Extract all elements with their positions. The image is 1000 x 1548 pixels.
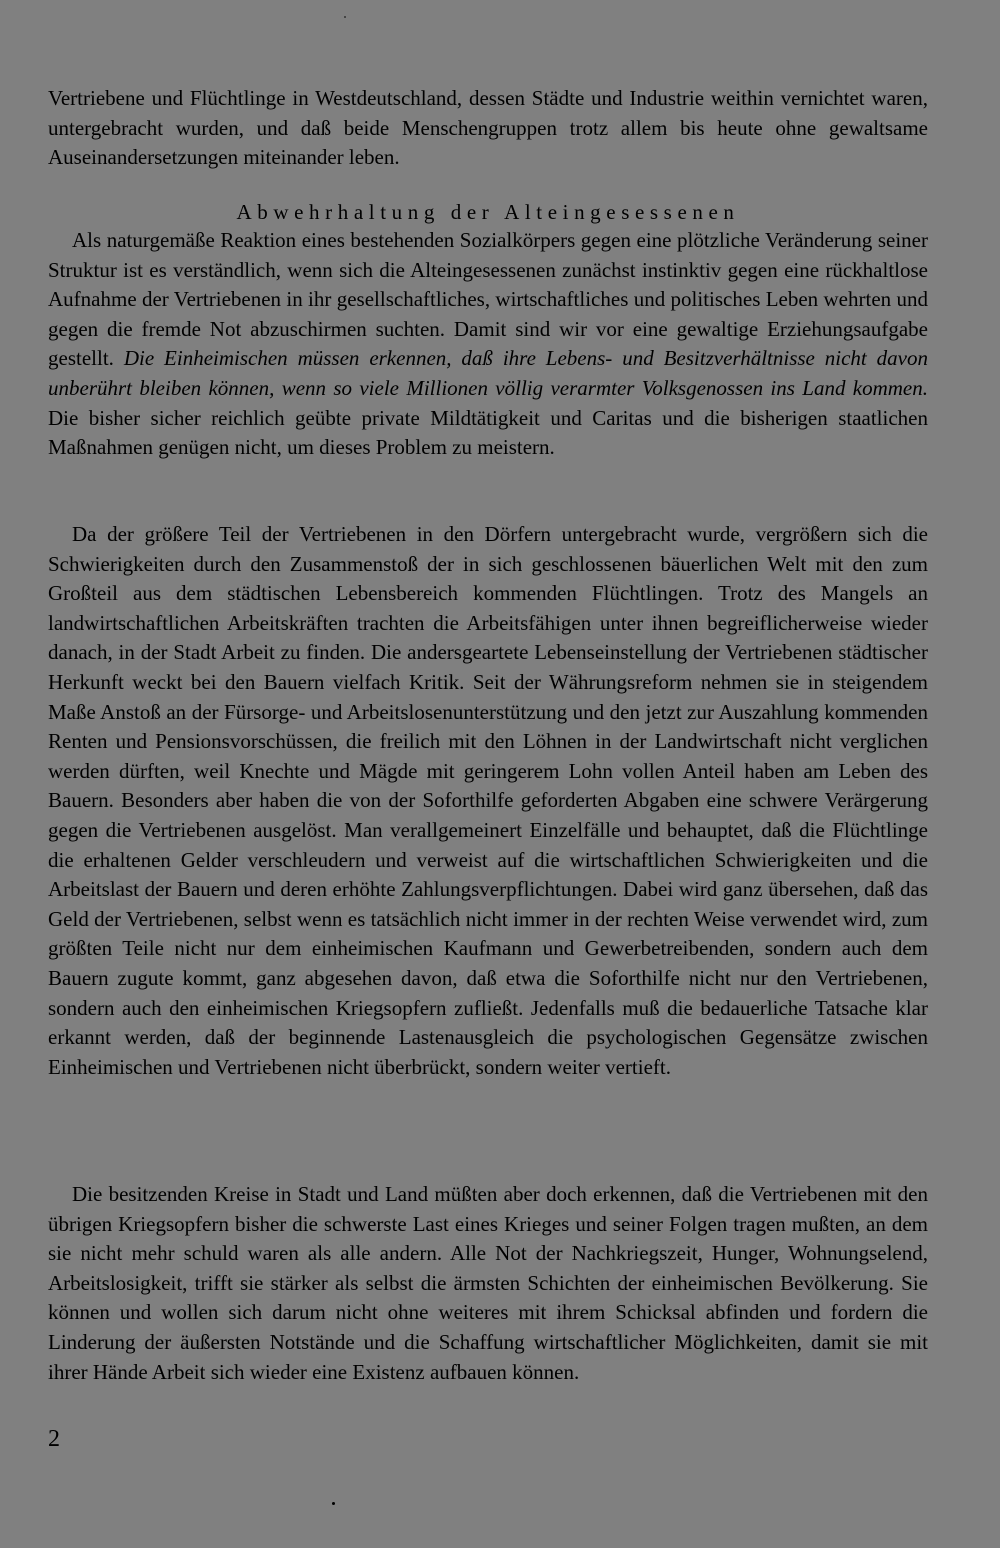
section-heading: Abwehrhaltung der Alteingesessenen (236, 200, 740, 224)
paragraph-1-text: Als naturgemäße Reaktion eines bestehenden Sozialkörpers gegen eine plötzliche Veränderung seiner Struktur ist es verständlich, wenn sich die Alteingesessenen zunächst instinktiv gegen eine rückhaltlose Aufnahme der Vertriebenen in ihr gesellschaftliches, wirtschaftliches und politisches Leben wehrten und gegen die fremde Not abzuschirmen suchten. Damit sind wir vor eine gewaltige Erziehungsaufgabe gestellt. (48, 228, 928, 371)
paragraph-1 (48, 226, 928, 463)
paragraph-1-emphasis: Die Einheimischen müssen erkennen, daß ihre Lebens- und Besitzverhältnisse nicht davon unberührt bleiben können, wenn so viele Millionen völlig verarmter Volksgenossen ins Land kommen. (48, 346, 928, 400)
paragraph-3: Die besitzenden Kreise in Stadt und Land müßten aber doch erkennen, daß die Vertriebenen mit den übrigen Kriegsopfern bisher die schwerste Last eines Krieges und seiner Folgen tragen mußten, an dem sie nicht mehr schuld waren als alle andern. Alle Not der Nachkriegszeit, Hunger, Wohnungselend, Arbeitslosigkeit, trifft sie stärker als selbst die ärmsten Schichten der einheimischen Bevölkerung. Sie können und wollen sich darum nicht ohne weiteres mit ihrem Schicksal abfinden und fordern die Linderung der äußersten Notstände und die Schaffung wirtschaftlicher Möglichkeiten, damit sie mit ihrer Hände Arbeit sich wieder eine Existenz aufbauen können. (48, 1182, 928, 1384)
intro-paragraph: Vertriebene und Flüchtlinge in Westdeutschland, dessen Städte und Industrie weithin vernichtet waren, untergebracht wurden, und daß beide Menschengruppen trotz allem bis heute ohne gewaltsame Auseinandersetzungen miteinander leben. (48, 86, 928, 170)
scan-speck (344, 16, 346, 18)
page-number: 2 (48, 1426, 60, 1452)
paragraph-2: Da der größere Teil der Vertriebenen in den Dörfern untergebracht wurde, vergrößern sich die Schwierigkeiten durch den Zusammenstoß der in sich geschlossenen bäuerlichen Welt mit den zum Großteil aus dem städtischen Lebensbereich kommenden Flüchtlingen. Trotz des Mangels an landwirtschaftlichen Arbeitskräften trachten die Arbeitsfähigen unter ihnen begreiflicherweise wieder danach, in der Stadt Arbeit zu finden. Die andersgeartete Lebenseinstellung der Vertriebenen städtischer Herkunft weckt bei den Bauern vielfach Kritik. Seit der Währungsreform nehmen sie in steigendem Maße Anstoß an der Fürsorge- und Arbeitslosenunterstützung und den jetzt zur Auszahlung kommenden Renten und Pensionsvorschüssen, die freilich mit den Löhnen in der Landwirtschaft nicht verglichen werden dürften, weil Knechte und Mägde mit geringerem Lohn vollen Anteil haben am Leben des Bauern. Besonders aber haben die von der Soforthilfe geforderten Abgaben eine schwere Verärgerung gegen die Vertriebenen ausgelöst. Man verallgemeinert Einzelfälle und behauptet, daß die Flüchtlinge die erhaltenen Gelder verschleudern und verweist auf die wirtschaftlichen Schwierigkeiten und die Arbeitslast der Bauern und deren erhöhte Zahlungsverpflichtungen. Dabei wird ganz übersehen, daß das Geld der Vertriebenen, selbst wenn es tatsächlich nicht immer in der rechten Weise verwendet wird, zum größten Teile nicht nur dem einheimischen Kaufmann und Gewerbetreibenden, sondern auch dem Bauern zugute kommt, ganz abgesehen davon, daß etwa die Soforthilfe nicht nur den Vertriebenen, sondern auch den einheimischen Kriegsopfern zufließt. Jedenfalls muß die bedauerliche Tatsache klar erkannt werden, daß der beginnende Lastenausgleich die psychologischen Gegensätze zwischen Einheimischen und Vertriebenen nicht überbrückt, sondern weiter vertieft. (48, 522, 928, 1079)
scan-speck (332, 1502, 335, 1505)
paragraph-1-text-end: Die bisher sicher reichlich geübte private Mildtätigkeit und Caritas und die bisherigen staatlichen Maßnahmen genügen nicht, um dieses Problem zu meistern. (48, 405, 928, 460)
